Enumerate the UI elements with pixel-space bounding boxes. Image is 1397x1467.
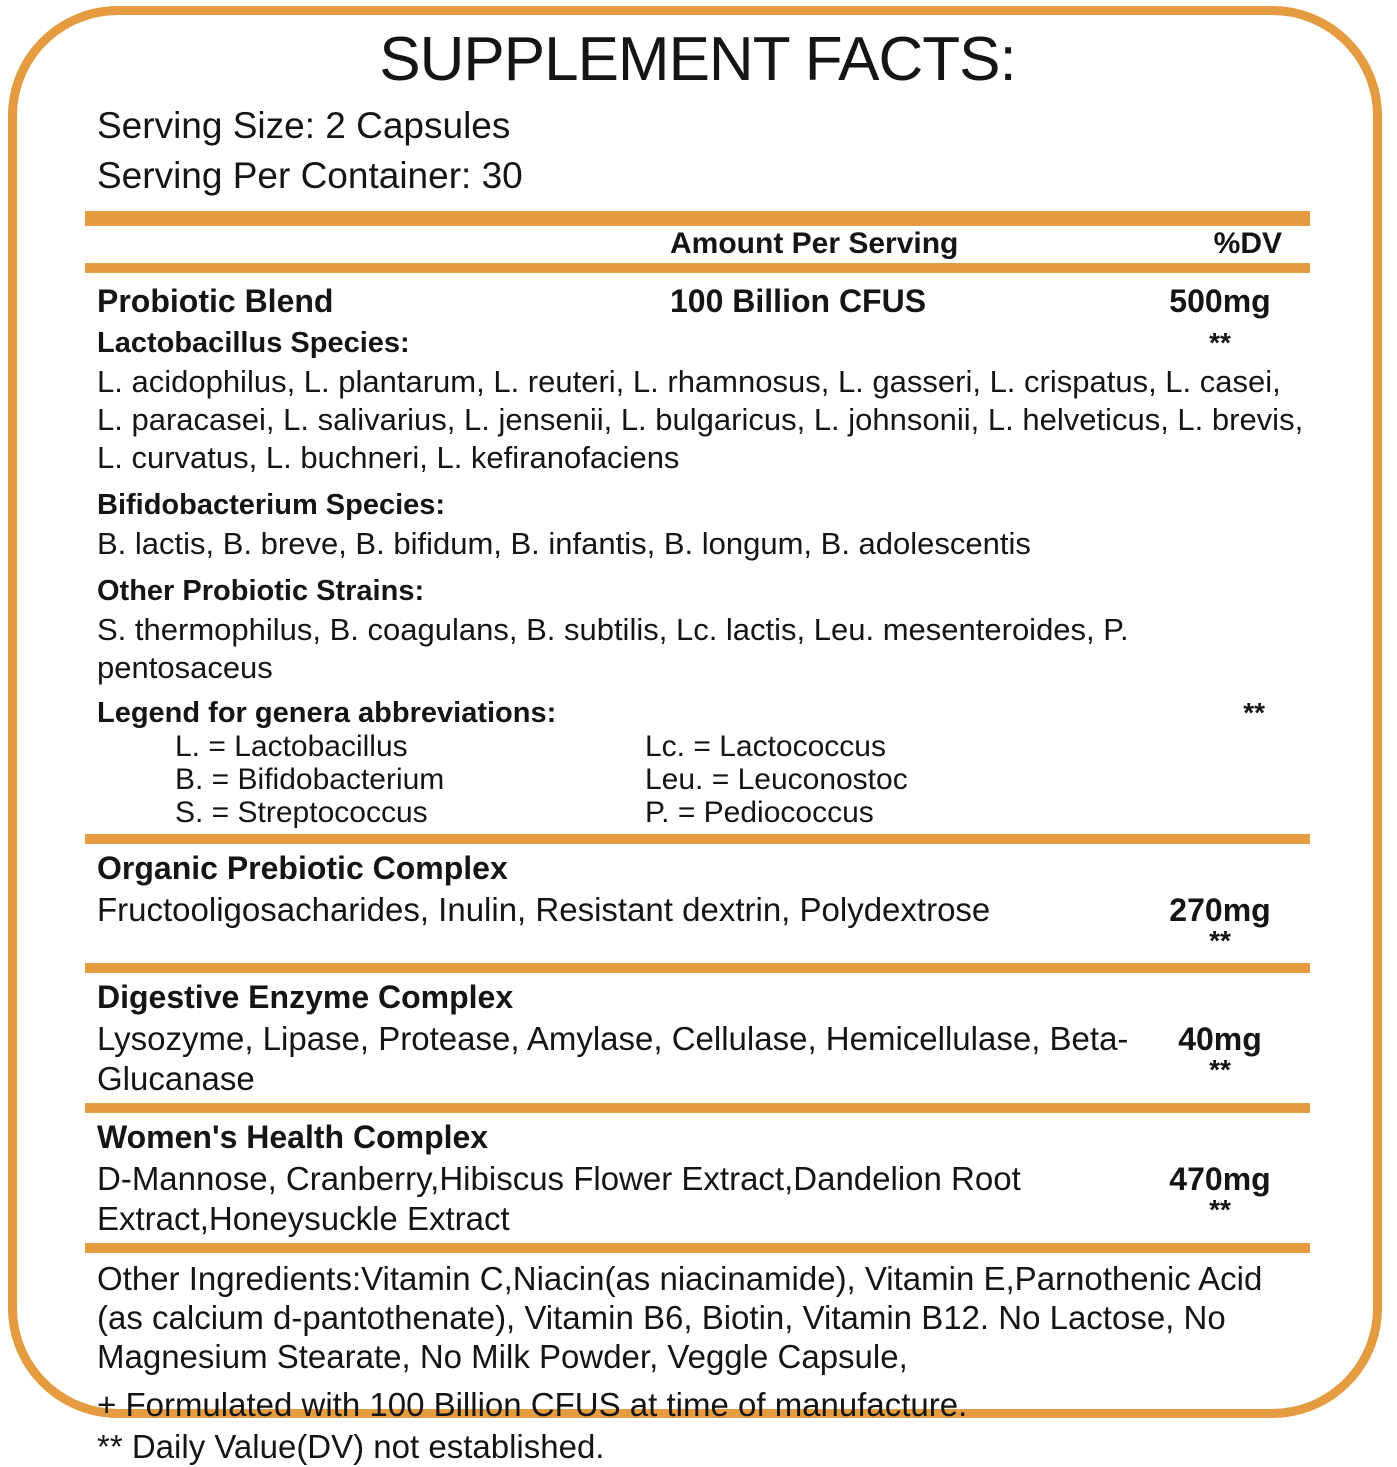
servings-per-container: Serving Per Container: 30 [97, 155, 523, 196]
divider-bar-header [85, 263, 1310, 273]
section-name-prebiotic: Organic Prebiotic Complex [97, 850, 508, 886]
legend-column-left [85, 729, 645, 828]
section-name-womens: Women's Health Complex [97, 1119, 489, 1155]
section-ingredients-enzyme: Lysozyme, Lipase, Protease, Amylase, Cellulase, Hemicellulase, Beta-Glucanase [97, 1020, 1129, 1097]
divider-bar-other [85, 1243, 1310, 1253]
divider-bar-top [85, 211, 1310, 226]
section-value-stack-womens [1150, 1159, 1310, 1224]
footnote-formulated: + Formulated with 100 Billion CFUS at time of manufacture. [97, 1386, 968, 1423]
probiotic-blend-amount: 100 Billion CFUS [670, 283, 927, 319]
section-name-enzyme: Digestive Enzyme Complex [97, 979, 514, 1015]
group-heading-bifidobacterium: Bifidobacterium Species: [97, 489, 446, 521]
page-title: SUPPLEMENT FACTS: [379, 25, 1016, 94]
serving-size: Serving Size: 2 Capsules [97, 105, 511, 146]
probiotic-blend-value: 500mg [1169, 283, 1271, 319]
column-header-dv: %DV [1213, 227, 1282, 260]
legend-item: Leu. = Leuconostoc [645, 763, 908, 796]
section-value-womens: 470mg [1169, 1161, 1271, 1197]
legend-item: Lc. = Lactococcus [645, 730, 886, 763]
legend-item: L. = Lactobacillus [175, 730, 408, 763]
section-row-womens [85, 1159, 1310, 1239]
table-header-row [85, 229, 1310, 259]
section-ingredients-prebiotic: Fructooligosacharides, Inulin, Resistant dextrin, Polydextrose [97, 891, 991, 928]
divider-bar-womens [85, 1103, 1310, 1113]
group-heading-lactobacillus: Lactobacillus Species: [97, 327, 410, 359]
legend-column-right [645, 729, 1310, 828]
section-value-stack-enzyme [1150, 1019, 1310, 1084]
species-list-bifidobacterium: B. lactis, B. breve, B. bifidum, B. infantis, B. longum, B. adolescentis [97, 526, 1031, 561]
legend-columns [85, 729, 1310, 828]
divider-bar-enzyme [85, 963, 1310, 973]
legend-item: S. = Streptococcus [175, 796, 428, 829]
label-content [85, 27, 1310, 1467]
group-heading-other-strains: Other Probiotic Strains: [97, 575, 425, 607]
probiotic-blend-dv: ** [1209, 327, 1231, 358]
section-row-enzyme [85, 1019, 1310, 1099]
probiotic-blend-value-stack [1150, 281, 1310, 361]
section-value-prebiotic: 270mg [1169, 892, 1271, 928]
section-value-enzyme: 40mg [1178, 1021, 1262, 1057]
probiotic-blend-name: Probiotic Blend [97, 283, 334, 319]
divider-bar-prebiotic [85, 834, 1310, 844]
section-dv-womens: ** [1209, 1194, 1231, 1225]
legend-heading: Legend for genera abbreviations: [97, 697, 557, 729]
section-value-stack-prebiotic [1150, 890, 1310, 955]
section-row-prebiotic [85, 890, 1310, 955]
footnote-daily-value: ** Daily Value(DV) not established. [97, 1428, 605, 1465]
species-list-lactobacillus: L. acidophilus, L. plantarum, L. reuteri, L. rhamnosus, L. gasseri, L. crispatus, L. casei, L. paracasei, L. salivarius, L. jensenii, L. bulgaricus, L. johnsonii, L. helveticus, L. brevis, L. curvatus, L. buchneri, L. kefiranofaciens [97, 364, 1304, 475]
other-ingredients: Other Ingredients:Vitamin C,Niacin(as niacinamide), Vitamin E,Parnothenic Acid (as calcium d-pantothenate), Vitamin B6, Biotin, Vitamin B12. No Lactose, No Magnesium Stearate, No Milk Powder, Veggle Capsule, [97, 1260, 1263, 1375]
section-ingredients-womens: D-Mannose, Cranberry,Hibiscus Flower Extract,Dandelion Root Extract,Honeysuckle Extract [97, 1160, 1021, 1237]
legend-item: P. = Pediococcus [645, 796, 874, 829]
species-list-other-strains: S. thermophilus, B. coagulans, B. subtilis, Lc. lactis, Leu. mesenteroides, P. pentosaceus [97, 612, 1129, 685]
column-header-amount: Amount Per Serving [670, 227, 959, 260]
section-dv-enzyme: ** [1209, 1054, 1231, 1085]
legend-dv: ** [1243, 697, 1265, 728]
label-border [8, 6, 1382, 1465]
legend-item: B. = Bifidobacterium [175, 763, 445, 796]
legend-heading-row [85, 697, 1310, 729]
section-dv-prebiotic: ** [1209, 925, 1231, 956]
